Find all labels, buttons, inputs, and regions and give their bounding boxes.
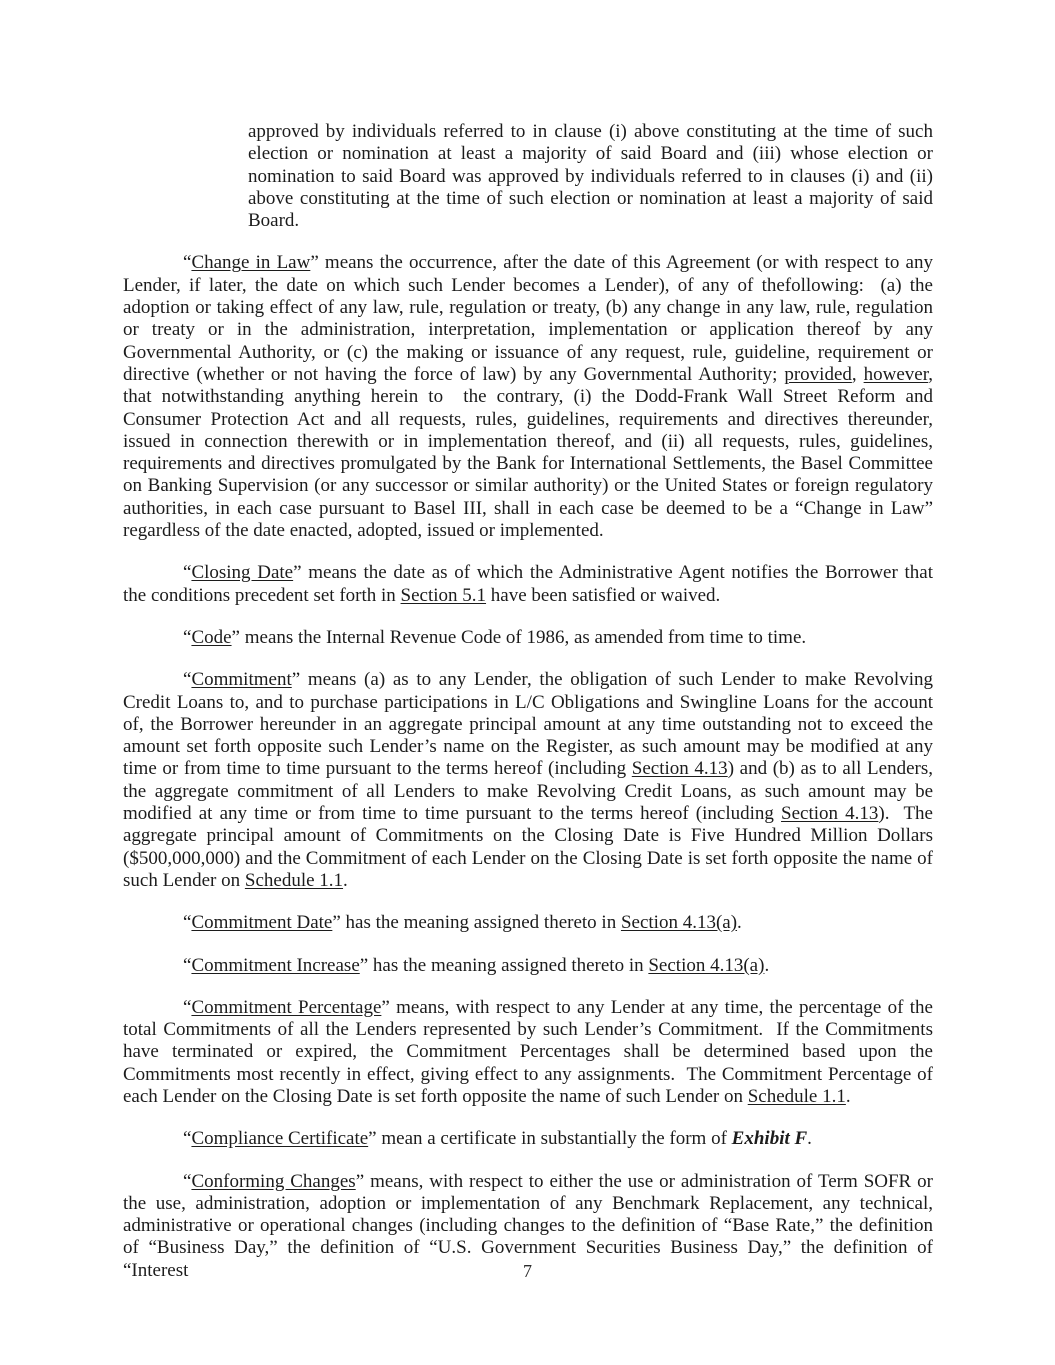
definition-commitment <box>123 669 938 892</box>
text-run: “ <box>183 669 192 691</box>
underlined-term: Commitment <box>191 669 292 691</box>
definition-commitment-percentage <box>123 996 938 1108</box>
underlined-term: Compliance Certificate <box>191 1128 369 1150</box>
underlined-term: Commitment Increase <box>191 954 360 976</box>
definition-commitment-date <box>123 912 933 934</box>
text-run: . <box>764 954 770 976</box>
definition-code <box>123 627 933 649</box>
underlined-term: Section 4.13 <box>781 803 879 825</box>
text-run: , that notwithstanding anything herein to the contrary, (i) the Dodd-Frank Wall Street Reform and Consumer Protection Act and all requests, rules, guidelines, requirements and directives thereunder, issued in connection therewith or in implementation thereof, and (ii) all requests, rules, guidelines, requirements and directives promulgated by the Bank for International Settlements, the Basel Committee on Banking Supervision (or any successor or similar authority) or the United States or foreign regulatory authorities, in each case pursuant to Basel III, shall in each case be deemed to be a “Change in Law” regardless of the date enacted, adopted, issued or implemented. <box>123 363 938 542</box>
text-run: ” has the meaning assigned thereto in <box>359 954 649 976</box>
text-run: ) and (b) as to all Lenders, the aggregate commitment of all Lenders to make Revolving Credit Loans, as such amount may be modified at any time or from time to time pursuant to the terms hereof (including <box>123 758 938 825</box>
text-run: ” means the Internal Revenue Code of 1986, as amended from time to time. <box>231 626 807 648</box>
page-number: 7 <box>523 1261 532 1281</box>
underlined-term: Schedule 1.1 <box>747 1085 846 1107</box>
text-run: “ <box>183 954 192 976</box>
text-run: . <box>737 912 742 934</box>
underlined-term: Conforming Changes <box>191 1170 356 1192</box>
text-run: ” means the occurrence, after the date of this Agreement (or with respect to any Lender, if later, the date on which such Lender becomes a Lender), of any of thefollowing: (a) the adoption or taking effect of any law, rule, regulation or treaty, (b) any change in any law, rule, regulation or treaty or in the administration, interpretation, implementation or application thereof by any Governmental Authority, or (c) the making or issuance of any request, rule, guideline, requirement or directive (whether or not having the force of law) by any Governmental Authority; <box>123 252 938 385</box>
paragraph-board-approval-clause <box>248 121 938 232</box>
underlined-term: Schedule 1.1 <box>244 869 344 891</box>
text-run: ” means (a) as to any Lender, the obligation of such Lender to make Revolving Credit Loans to, and to purchase participations in L/C Obligations and Swingline Loans for the account of, the Borrower hereunder in an aggregate principal amount at any time outstanding not to exceed the amount set forth opposite such Lender’s name on the Register, as such amount may be modified at any time or from time to time pursuant to the terms hereof (including <box>123 669 938 780</box>
text-run: approved by individuals referred to in clause (i) above constituting at the time of such election or nomination at least a majority of said Board and (iii) whose election or nomination to said Board was approved by individuals referred to in clauses (i) and (ii) above constituting at the time of such election or nomination at least a majority of said Board. <box>248 121 938 232</box>
definition-compliance-certificate <box>123 1128 933 1150</box>
text-run: “ <box>183 562 192 584</box>
underlined-term: Code <box>191 626 232 648</box>
text-run: “ <box>183 912 192 934</box>
definition-change-in-law <box>123 252 938 542</box>
underlined-term: Section 4.13(a) <box>648 954 765 976</box>
text-run: “ <box>183 996 192 1018</box>
text-run: ” has the meaning assigned thereto in <box>332 912 621 934</box>
underlined-term: Change in Law <box>191 252 311 274</box>
underlined-term: Closing Date <box>191 562 294 584</box>
definition-closing-date <box>123 562 938 607</box>
underlined-term: provided <box>784 363 852 385</box>
text-run: ” means the date as of which the Administrative Agent notifies the Borrower that the conditions precedent set forth in <box>123 562 938 606</box>
definition-commitment-increase <box>123 955 933 977</box>
underlined-term: however <box>863 363 929 385</box>
text-run: ” means, with respect to either the use or administration of Term SOFR or the use, administration, adoption or implementation of any Benchmark Replacement, any technical, administrative or operational changes (including changes to the definition of “Base Rate,” the definition of “Business Day,” the definition of “U.S. Government Securities Business Day,” the definition of “Interest <box>123 1170 938 1281</box>
text-run: ” mean a certificate in substantially the form of <box>368 1128 732 1150</box>
exhibit-reference: Exhibit F <box>731 1128 808 1150</box>
page-content <box>123 121 938 1302</box>
text-run: “ <box>183 1128 192 1150</box>
underlined-term: Section 5.1 <box>400 584 487 606</box>
text-run: ” means, with respect to any Lender at any time, the percentage of the total Commitments of all the Lenders represented by such Lender’s Commitment. If the Commitments have terminated or expired, the Commitment Percentages shall be determined based upon the Commitments most recently in effect, giving effect to any assignments. The Commitment Percentage of each Lender on the Closing Date is set forth opposite the name of such Lender on <box>123 996 938 1107</box>
underlined-term: Commitment Percentage <box>191 996 382 1018</box>
text-run: “ <box>183 1170 192 1192</box>
underlined-term: Section 4.13 <box>631 758 728 780</box>
text-run: . <box>343 869 348 891</box>
text-run: have been satisfied or waived. <box>486 584 721 606</box>
text-run: . <box>807 1128 812 1150</box>
text-run: . <box>845 1085 851 1107</box>
text-run: , <box>851 363 864 385</box>
text-run: “ <box>183 626 192 648</box>
underlined-term: Section 4.13(a) <box>620 912 738 934</box>
text-run: ). The aggregate principal amount of Commitments on the Closing Date is Five Hundred Million Dollars ($500,000,000) and the Commitment of each Lender on the Closing Date is set forth opposite the name of such Lender on <box>123 803 938 891</box>
underlined-term: Commitment Date <box>191 912 333 934</box>
text-run: “ <box>183 252 192 274</box>
